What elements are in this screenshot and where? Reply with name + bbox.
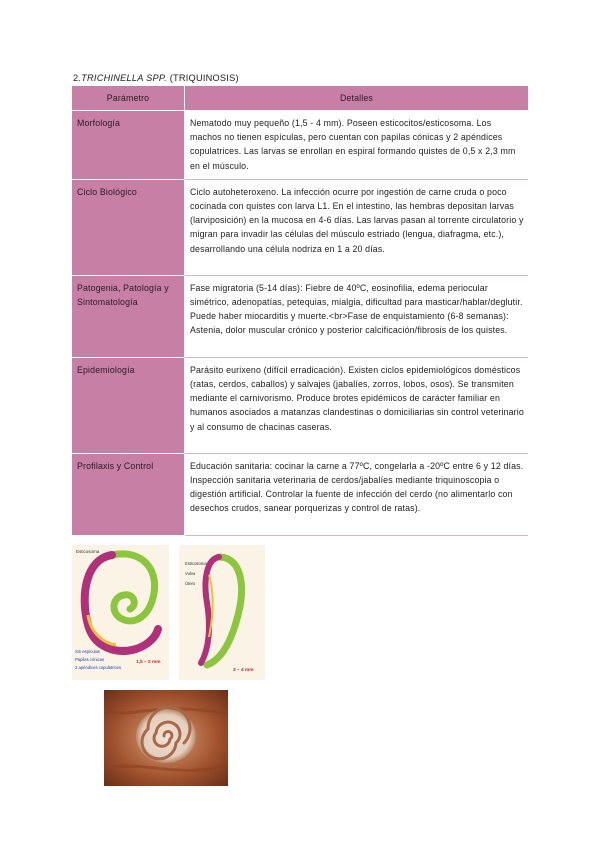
table-row — [72, 111, 528, 180]
heading-genus: TRICHINELLA SPP. — [81, 73, 167, 83]
heading-common-name: (TRIQUINOSIS) — [169, 73, 239, 83]
table-header-row — [72, 86, 528, 111]
detail-cell: Ciclo autoheteroxeno. La infección ocurre por ingestión de carne cruda o poco cocinada con quistes con larva L1. En el intestino, las hembras depositan larvas (larviposición) en la mucosa en 4-6 días. Las larvas pasan al torrente circulatorio y migran para invadir las células del músculo estriado (lengua, diafragma, etc.), desarrollando una célula nodriza en 1 a 20 días. — [185, 179, 529, 275]
detail-cell: Parásito eurixeno (difícil erradicación). Existen ciclos epidemiológicos domésticos (ratas, cerdos, caballos) y salvajes (jabalíes, zorros, lobos, osos). Se transmiten mediante el carnivorismo. Produce brotes epidémicos de carácter familiar en humanos asociados a matanzas clandestinas o domiciliarias sin control veterinario y al consumo de chacinas caseras. — [185, 357, 529, 453]
female-worm-illustration — [179, 545, 265, 680]
female-label-utero: Útero — [185, 581, 196, 586]
cyst-larva-image — [104, 690, 228, 786]
male-label-papilas: Papilas cónicas — [75, 657, 105, 662]
heading-number: 2. — [73, 73, 82, 83]
detail-cell: Fase migratoria (5-14 días): Fiebre de 40ºC, eosinofilia, edema periocular simétrico, adenopatías, petequias, mialgia, dificultad para masticar/hablar/deglutir. Puede haber miocarditis y muerte.<br>Fase de enquistamiento (6-8 semanas): Astenia, dolor muscular crónico y posterior calcificación/fibrosis de los quistes. — [185, 275, 529, 357]
header-detalles: Detalles — [185, 86, 529, 111]
female-label-esticosoma: Esticosoma — [185, 561, 207, 566]
table-row — [72, 357, 528, 453]
male-size-label: 1,5 – 2 mm — [136, 660, 161, 665]
male-worm-illustration — [72, 545, 169, 680]
table-row — [72, 275, 528, 357]
parameters-table — [72, 86, 528, 536]
table-row — [72, 453, 528, 535]
table-row — [72, 179, 528, 275]
male-label-esticosoma: Esticosoma — [76, 549, 100, 554]
female-size-label: 3 – 4 mm — [233, 668, 254, 673]
female-label-vulva: Vulva — [185, 571, 196, 576]
male-label-apendices: 2 apéndices copulatrices — [75, 665, 122, 670]
male-worm-figure — [72, 545, 169, 680]
detail-cell: Nematodo muy pequeño (1,5 - 4 mm). Poseen esticocitos/esticosoma. Los machos no tienen espículas, pero cuentan con papilas cónicas y 2 apéndices copulatrices. Las larvas se enrollan en espiral formando quistes de 0,5 x 2,3 mm en el músculo. — [185, 111, 529, 180]
param-cell: Morfología — [72, 111, 185, 180]
female-worm-figure — [179, 545, 265, 680]
detail-cell: Educación sanitaria: cocinar la carne a 77ºC, congelarla a -20ºC entre 6 y 12 días. Inspección sanitaria veterinaria de cerdos/jabalíes mediante triquinoscopia o digestión artificial. Controlar la fuente de infección del cerdo (no alimentarlo con desechos crudos, sanear porquerizas y control de ratas). — [185, 453, 529, 535]
param-cell: Profilaxis y Control — [72, 453, 185, 535]
section-heading — [73, 73, 239, 83]
param-cell: Epidemiología — [72, 357, 185, 453]
male-label-espiculas: Sin espículas — [75, 649, 100, 654]
param-cell: Patogenia, Patología y Sintomatología — [72, 275, 185, 357]
header-parametro: Parámetro — [72, 86, 185, 111]
cyst-photo — [104, 690, 228, 786]
param-cell: Ciclo Biológico — [72, 179, 185, 275]
